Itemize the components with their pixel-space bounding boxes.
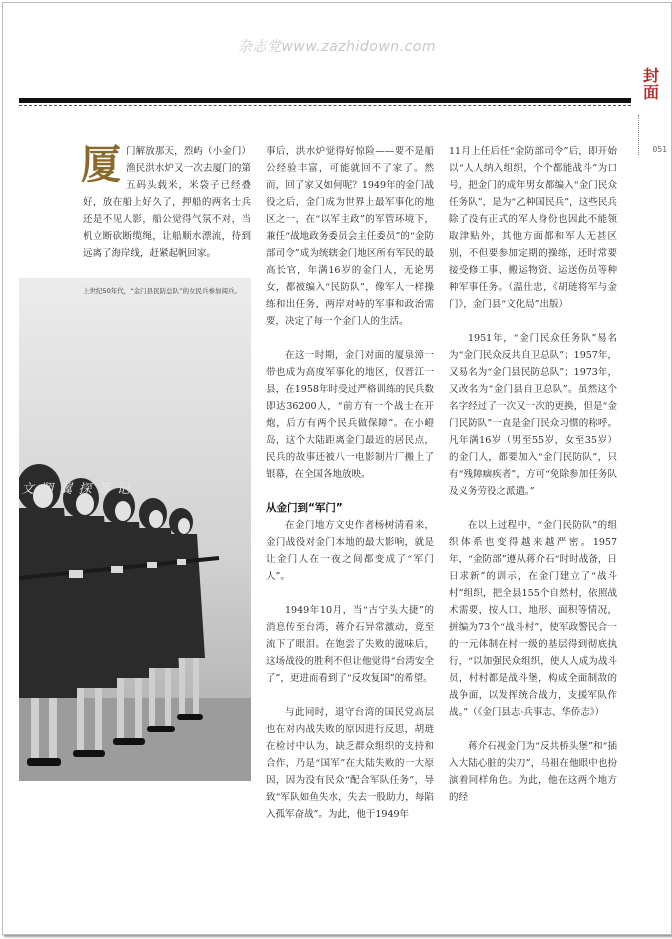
lead-paragraph <box>83 143 251 262</box>
paragraph: 蒋介石视金门为“反共桥头堡”和“插入大陆心脏的尖刀”，马祖在他眼中也扮演着同样角色。为此，他在这两个地方的经 <box>449 741 617 803</box>
photo-caption: 上世纪50年代，“金门县民防总队”的女民兵参加阅兵。 <box>83 287 242 295</box>
paragraph: 在这一时期，金门对面的厦泉漳一带也成为高度军事化的地区，仅晋江一县，在1958年时受过严格训练的民兵数即达36200人，“前方有一个战士在开炮，后方有两个民兵做保障”。在小嶝岛，这个大陆距离金门最近的居民点，民兵的故事还被八一电影制片厂搬上了银幕，在全国各地放映。 <box>266 350 434 480</box>
lead-paragraph-text: 门解放那天，烈屿（小金门）渔民洪水炉又一次去厦门的第五码头载米，米袋子已经叠好，放在船上好久了，押船的两名士兵还是不见人影，船公觉得气氛不对，当机立断砍断缆绳，让船顺水漂流，待到远离了海岸线，赶紧起帆回家。 <box>83 146 251 259</box>
page-number: 051 <box>652 145 667 154</box>
article-column-3 <box>449 143 617 823</box>
section-heading: 从金门到“军门” <box>266 502 343 514</box>
militia-photo <box>19 278 251 781</box>
paragraph: 11月上任后任“金防部司令”后，即开始以“人人纳入组织，个个都能战斗”为口号，把金门的成年男女都编入“金门民众任务队”，是为“乙种国民兵”，这些民兵除了没有正式的军人身份也因此不能领取津贴外，其他方面都和军人无甚区别，不但要参加定期的操练，还时常要接受修工事、搬运物资、运送伤员等种种军事任务。（温仕忠，《胡琏将军与金门》，金门县“文化局”出版） <box>449 146 617 310</box>
paragraph: 与此同时，退守台湾的国民党高层也在对内战失败的原因进行反思，胡琏在检讨中认为，缺乏群众组织的支持和合作，乃是“国军”在大陆失败的一大原因，因为没有民众“配合军队任务”，导致“军队如鱼失水，失去一股助力，每陷入孤军奋战”。为此，他于1949年 <box>266 707 434 820</box>
paragraph: 在金门地方文史作者杨树清看来，金门战役对金门本地的最大影响，就是让金门人在一夜之间都变成了“军门人”。 <box>266 520 434 582</box>
section-tag: 封面 <box>642 66 659 102</box>
header-rule-thin <box>19 105 631 106</box>
magazine-page <box>2 2 672 935</box>
site-watermark: 杂志党www.zazhidown.com <box>237 39 437 55</box>
side-divider <box>638 115 639 155</box>
paragraph: 1949年10月，当“古宁头大捷”的消息传至台湾，蒋介石异常激动，竟至流下了眼泪。在饱尝了失败的滋味后，这场战役的胜利不但让他觉得“台湾安全了”，更进而看到了“反攻复国”的希望。 <box>266 605 434 684</box>
photo-stamp: 文 翔 翼 探 等 记 <box>21 482 131 497</box>
paragraph: 在以上过程中，“金门民防队”的组织体系也变得越来越严密。1957年，“金防部”遵从蒋介石“时时战备，日日求新”的训示，在金门建立了“战斗村”组织，把全县155个自然村，依照战术需要，按人口、地形、面积等情况，拼编为73个“战斗村”，使军政警民合一的一元体制在村一级的基层得到彻底执行，“以加强民众组织，使人人成为战斗员，村村都是战斗堡，构成全面制敌的战争面，以发挥统合战力，支援军队作战。”（《金门县志·兵事志、华侨志》） <box>449 520 617 718</box>
militia-photo-image <box>19 278 251 781</box>
header-rule <box>19 98 631 103</box>
paragraph: 事后，洪水炉觉得好惊险——要不是船公经验丰富，可能就回不了家了。然而，回了家又如何呢？1949年的金门战役之后，金门成为世界上最军事化的地区之一，在“以军主政”的军管环境下，兼任“战地政务委员会主任委员”的“金防部司令”成为统辖金门地区所有军民的最高长官，年满16岁的金门人，无论男女，都被编入“民防队”，像军人一样操练和出任务，两岸对峙的军事和政治需要，决定了每一个金门人的生活。 <box>266 146 434 327</box>
drop-cap: 厦 <box>81 141 121 188</box>
article-column-2 <box>266 143 434 840</box>
article-column-1 <box>83 143 251 262</box>
paragraph: 1951年，“金门民众任务队”易名为“金门民众反共自卫总队”；1957年，又易名为“金门县民防总队”；1973年，又改名为“金门县自卫总队”。虽然这个名字经过了一次又一次的更换，但是“金门民防队”一直是金门民众习惯的称呼。凡年满16岁（男至55岁，女至35岁）的金门人，都要加入“金门民防队”，只有“残障痼疾者”，方可“免除参加任务队及义务劳役之派遣。” <box>449 333 617 497</box>
